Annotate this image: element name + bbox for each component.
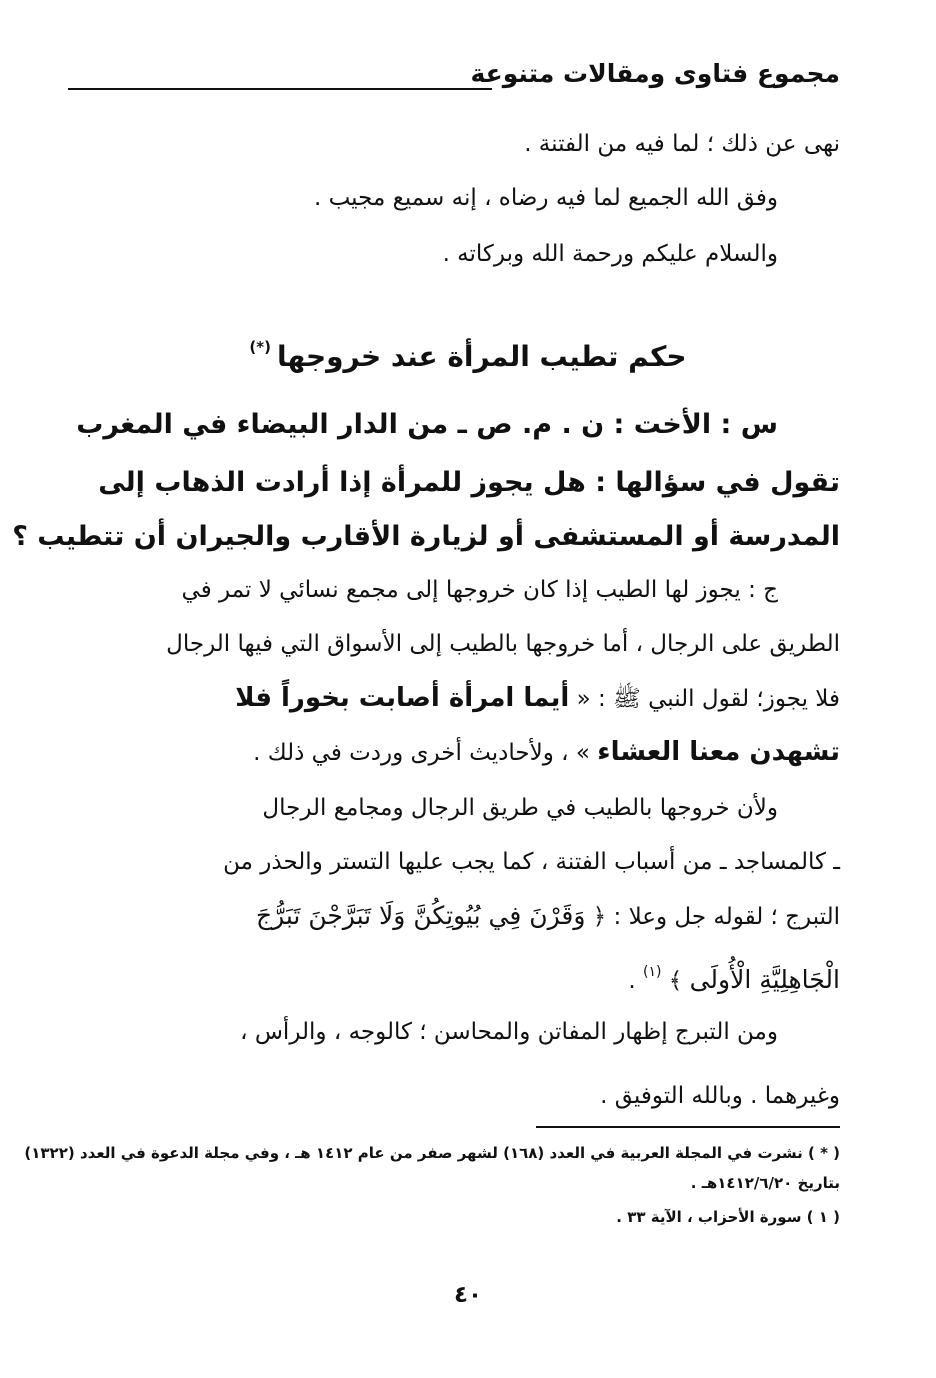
answer-line-7 <box>256 896 840 937</box>
quran-verse-part-2: الْجَاهِلِيَّةِ الْأُولَى <box>689 965 840 994</box>
section-title-footnote-mark: (*) <box>249 338 271 356</box>
answer-line-8-end: . <box>628 968 636 994</box>
intro-line-1: نهى عن ذلك ؛ لما فيه من الفتنة . <box>524 131 840 157</box>
hadith-quote-part-1: أيما امرأة أصابت بخوراً فلا <box>235 683 570 713</box>
quran-close-bracket: ﴾ <box>668 968 683 994</box>
page-number: ٤٠ <box>453 1282 483 1308</box>
section-title-text: حكم تطيب المرأة عند خروجها <box>276 340 687 373</box>
header-rule <box>68 88 492 90</box>
question-line-2: تقول في سؤالها : هل يجوز للمرأة إذا أرادت الذهاب إلى <box>98 467 840 498</box>
answer-line-4-text: » ، ولأحاديث أخرى وردت في ذلك . <box>253 740 590 766</box>
footnote-1-line-2: بتاريخ ١٤١٢/٦/٢٠هـ . <box>690 1174 840 1192</box>
footnote-2: ( ١ ) سورة الأحزاب ، الآية ٣٣ . <box>616 1208 840 1226</box>
footnote-ref-1: (١) <box>643 964 662 980</box>
answer-line-10: وغيرهما . وبالله التوفيق . <box>600 1083 840 1109</box>
hadith-quote-part-2: تشهدن معنا العشاء <box>597 737 840 767</box>
question-line-3: المدرسة أو المستشفى أو لزيارة الأقارب والجيران أن تتطيب ؟ <box>12 521 840 552</box>
answer-line-5: ولأن خروجها بالطيب في طريق الرجال ومجامع الرجال <box>262 795 778 821</box>
answer-line-4 <box>253 732 840 773</box>
running-header: مجموع فتاوى ومقالات متنوعة <box>470 59 840 88</box>
answer-line-8 <box>628 952 840 1001</box>
footnote-1-line-1: ( * ) نشرت في المجلة العربية في العدد (١٦٨) لشهر صفر من عام ١٤١٢ هـ ، وفي مجلة الدعوة في العدد (١٣٢٢) <box>24 1144 840 1162</box>
answer-line-3-text: فلا يجوز؛ لقول النبي ﷺ : « <box>576 686 840 712</box>
quran-verse-part-1: وَقَرْنَ فِي بُيُوتِكُنَّ وَلَا تَبَرَّجْنَ تَبَرُّجَ <box>255 901 586 930</box>
question-line-1: س : الأخت : ن . م. ص ـ من الدار البيضاء في المغرب <box>76 409 778 440</box>
answer-line-1: ج : يجوز لها الطيب إذا كان خروجها إلى مجمع نسائي لا تمر في <box>181 577 778 603</box>
intro-line-3: والسلام عليكم ورحمة الله وبركاته . <box>442 241 778 267</box>
answer-line-3 <box>235 678 840 719</box>
footnote-rule <box>536 1126 840 1128</box>
answer-line-7-text: التبرج ؛ لقوله جل وعلا : ﴿ <box>592 904 840 930</box>
answer-line-6: ـ كالمساجد ـ من أسباب الفتنة ، كما يجب عليها التستر والحذر من <box>223 849 840 875</box>
answer-line-9: ومن التبرج إظهار المفاتن والمحاسن ؛ كالوجه ، والرأس ، <box>240 1019 778 1045</box>
section-title <box>0 324 936 380</box>
intro-line-2: وفق الله الجميع لما فيه رضاه ، إنه سميع مجيب . <box>313 185 778 211</box>
answer-line-2: الطريق على الرجال ، أما خروجها بالطيب إلى الأسواق التي فيها الرجال <box>166 631 840 657</box>
